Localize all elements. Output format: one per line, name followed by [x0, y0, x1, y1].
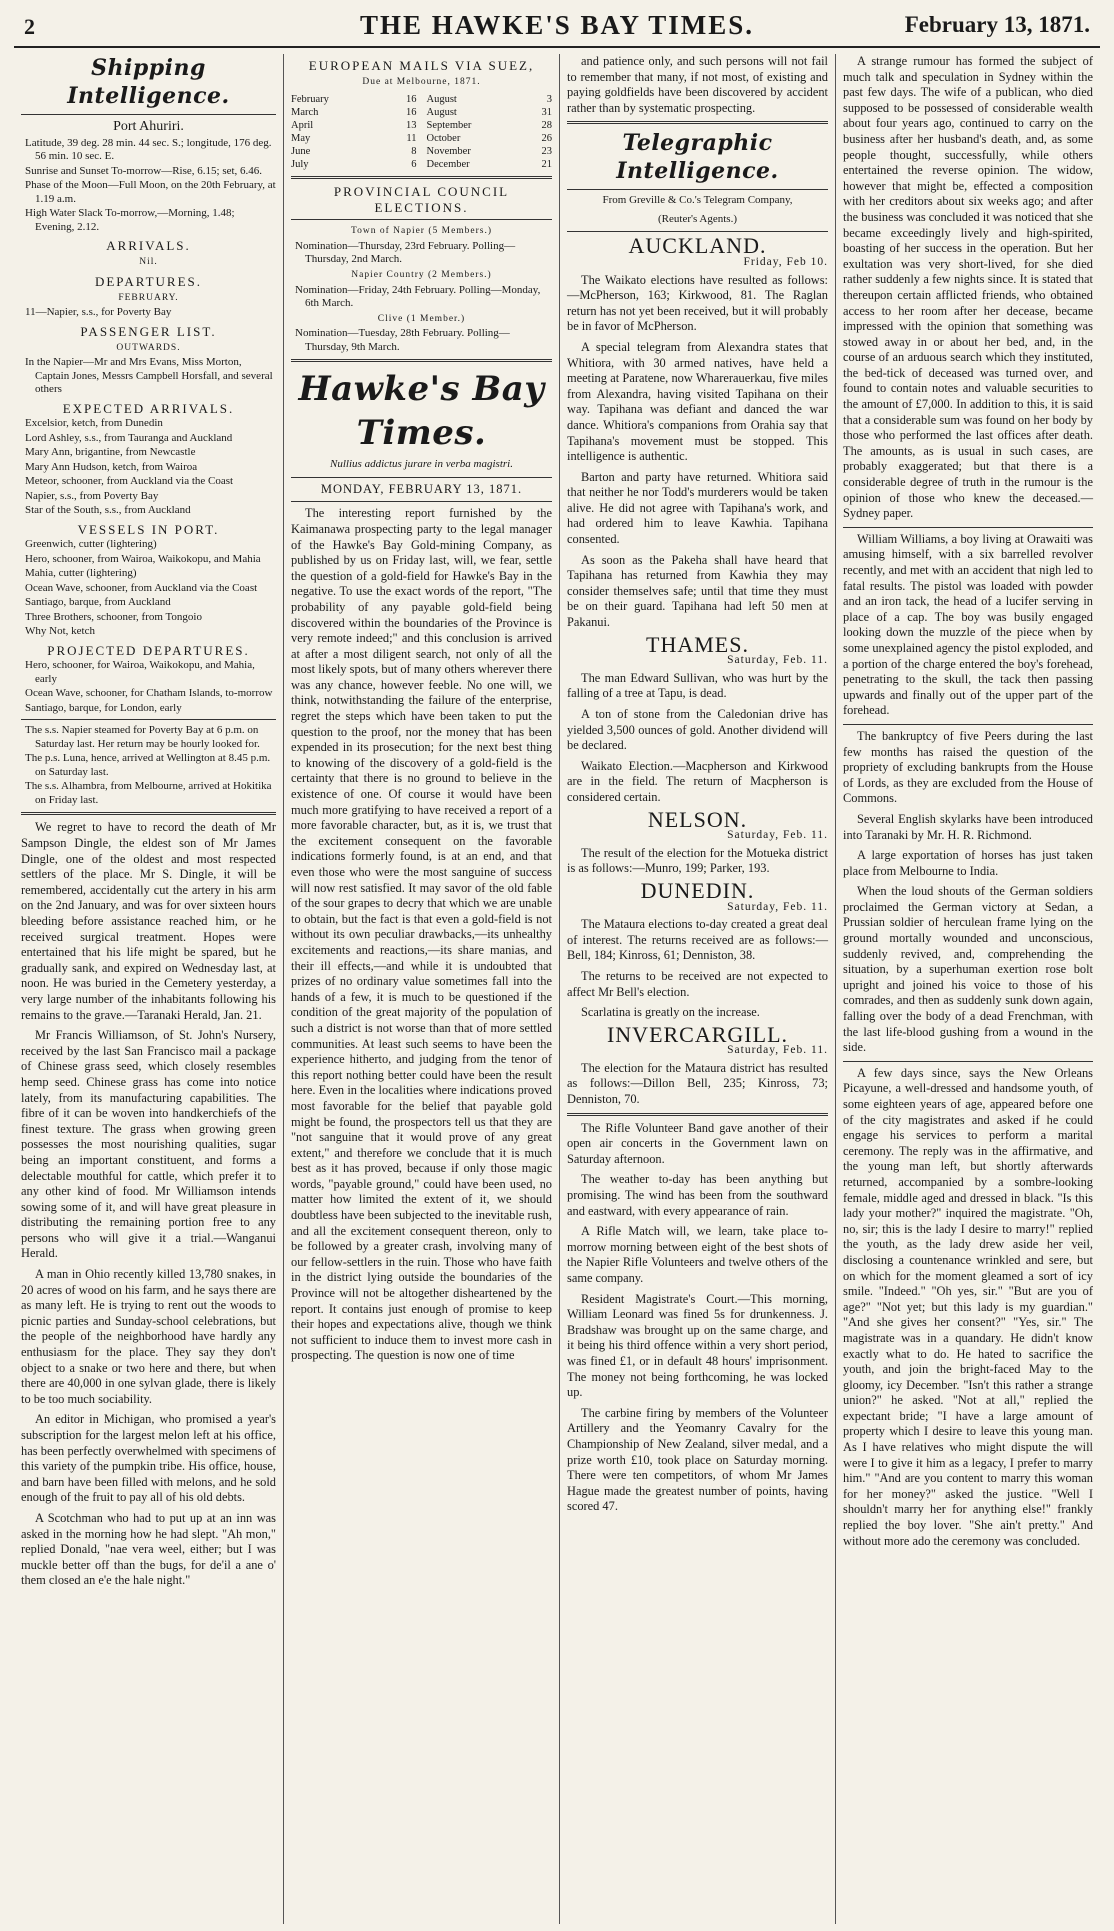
city-heading-dunedin: DUNEDIN.	[640, 877, 755, 903]
mail-day: 13	[406, 120, 417, 132]
telegram-paragraph: The Waikato elections have resulted as follows:—McPherson, 163; Kirkwood, 81. The Raglan return has not yet been received, but it will probably be in favor of McPherson.	[567, 272, 828, 334]
mail-day: 8	[411, 146, 417, 158]
mail-month: February	[291, 94, 329, 106]
vessel-item: Three Brothers, schooner, from Tongoio	[25, 610, 202, 623]
divider	[291, 477, 552, 478]
article-paragraph: An editor in Michigan, who promised a year's subscription for the largest melon left at his office, has been perfectly overwhelmed with specimens of this variety of the pumpkin tribe. His office, house, and barn have been filled with melons, and he sold enough of the fruit to pay all of his old debts.	[21, 1412, 276, 1505]
divider	[21, 719, 276, 720]
port-name: Port Ahuriri.	[113, 119, 184, 134]
expected-item: Meteor, schooner, from Auckland via the Coast	[25, 475, 234, 488]
local-paragraph: A Rifle Match will, we learn, take place to-morrow morning between eight of the best shots of the Napier Rifle Volunteers and twelve others of the same company.	[567, 1224, 828, 1285]
mail-day: 16	[406, 107, 417, 119]
expected-item: Napier, s.s., from Poverty Bay	[25, 489, 159, 502]
telegram-paragraph: Waikato Election.—Macpherson and Kirkwood are in the field. The return of Macpherson is considered certain.	[567, 758, 828, 804]
mail-day: 28	[541, 120, 552, 132]
city-heading-auckland: AUCKLAND.	[628, 233, 767, 259]
telegram-paragraph: As soon as the Pakeha shall have heard that Tapihana has returned from Kawhia they may consider themselves safe; until that time they must be on their guard. Tapihana had left 50 men at Pakanui.	[567, 552, 828, 630]
divider	[843, 724, 1093, 725]
divider	[567, 231, 828, 232]
expected-item: Excelsior, ketch, from Dunedin	[25, 417, 163, 430]
divider	[291, 219, 552, 220]
mails-heading: EUROPEAN MAILS VIA SUEZ,	[308, 58, 535, 73]
mail-row	[291, 93, 417, 106]
expected-item: Mary Ann, brigantine, from Newcastle	[25, 446, 196, 459]
election-dates: Nomination—Thursday, 23rd February. Polling—Thursday, 2nd March.	[295, 239, 516, 266]
city-heading-invercargill: INVERCARGILL.	[606, 1021, 789, 1047]
telegram-paragraph: The result of the election for the Motueka district is as follows:—Munro, 199; Parker, 193.	[567, 845, 828, 876]
election-dates: Nomination—Tuesday, 28th February. Polling—Thursday, 9th March.	[295, 327, 510, 353]
latitude: Latitude, 39 deg. 28 min. 44 sec. S.; longitude, 176 deg. 56 min. 10 sec. E.	[25, 136, 272, 163]
telegram-paragraph: The returns to be received are not expected to affect Mr Bell's election.	[567, 968, 828, 999]
article-paragraph: When the loud shouts of the German soldiers proclaimed the German victory at Sedan, a Prussian soldier of herculean frame lying on the ground mortally wounded and unconscious, suddenly revived, and, comprehending the situation, by a superhuman exertion rose bolt upright and joined his voice to those of his comrades, and then as suddenly sunk down again, falling over the body of a dead Frenchman, with the last life-blood gushing from a wound in the side.	[843, 884, 1093, 1055]
divider	[843, 527, 1093, 528]
article-paragraph: Several English skylarks have been introduced into Taranaki by Mr. H. R. Richmond.	[843, 811, 1093, 842]
telegram-paragraph: The Mataura elections to-day created a great deal of interest. The returns received are as follows:—Bell, 184; Kinross, 61; Denniston, 38.	[567, 917, 828, 963]
election-title: Clive (1 Member.)	[377, 313, 466, 324]
mail-row	[427, 158, 553, 171]
masthead	[14, 6, 1100, 48]
mails-left	[291, 93, 417, 171]
local-paragraph: The weather to-day has been anything but promising. The wind has been from the southward and eastward, with every appearance of rain.	[567, 1172, 828, 1218]
projected-item: Hero, schooner, for Wairoa, Waikokopu, and Mahia, early	[25, 659, 255, 685]
article-paragraph: We regret to have to record the death of Mr Sampson Dingle, the eldest son of Mr James Dingle, one of the oldest and most respected settlers of the place. Mr S. Dingle, it will be remembered, accidentally cut the artery in his arm on the 2nd January, and was for over sixteen hours bleeding before assistance reached him, or he received surgical treatment. Hopes were entertained that his life might be spared, but he gradually sank, and expired on Wednesday last, at noon. He was buried in the Cemetery yesterday, a very large number of the inhabitants following his remains to the grave.—Taranaki Herald, Jan. 21.	[21, 820, 276, 1022]
election-dates: Nomination—Friday, 24th February. Polling—Monday, 6th March.	[295, 283, 541, 310]
shipping-heading: Shipping Intelligence.	[67, 55, 230, 109]
divider	[291, 176, 552, 179]
election-title: Napier Country (2 Members.)	[351, 269, 492, 280]
mail-month: May	[291, 133, 311, 145]
city-date: Saturday, Feb. 11.	[727, 829, 828, 842]
telegram-paragraph: A special telegram from Alexandra states that Whitiora, with 30 armed natives, have held a meeting at Paratene, now Wharerauerkau, five miles from Alexandra, having visited Tapihana on their way. Tapihana was defiant and danced the war dance. Whitiora's companions from Orahia say that Tapihana's movement must be stopped. This intelligence is authentic.	[567, 339, 828, 464]
mail-row	[291, 158, 417, 171]
mail-day: 3	[546, 94, 552, 106]
divider	[291, 501, 552, 502]
divider	[843, 1061, 1093, 1062]
local-paragraph: The Rifle Volunteer Band gave another of their open air concerts in the Government lawn on Saturday afternoon.	[567, 1120, 828, 1166]
mail-row	[427, 145, 553, 158]
mail-month: April	[291, 120, 314, 132]
editorial-continued: and patience only, and such persons will not fail to remember that many, if not most, of existing and paying goldfields have been discovered by accident rather than by systematic prospecting.	[567, 54, 828, 115]
city-date: Friday, Feb 10.	[743, 255, 828, 268]
telegram-paragraph: Scarlatina is greatly on the increase.	[581, 1005, 760, 1020]
expected-item: Lord Ashley, s.s., from Tauranga and Auckland	[25, 431, 233, 444]
mail-month: March	[291, 107, 319, 119]
column-4	[836, 54, 1100, 1924]
mail-day: 31	[541, 107, 552, 119]
shipping-note: The s.s. Napier steamed for Poverty Bay at 6 p.m. on Saturday last. Her return may be hourly looked for.	[25, 724, 260, 750]
telegram-source: From Greville & Co.'s Telegram Company,	[602, 194, 793, 207]
election-title: Town of Napier (5 Members.)	[350, 226, 493, 237]
editorial-text: The interesting report furnished by the Kaimanawa prospecting party to the legal manager of the Hawke's Bay Gold-mining Company, as published by us on Friday last, will, we fear, settle the question of a gold-field for Hawke's Bay in the negative. To use the exact words of the report, "The probability of any payable gold-field being discovered within the boundaries of the Province is very remote indeed;" and this conclusion is arrived at after a most diligent search, not only of all the most likely spots, but of many others wherever there was any chance, however feeble. No one will, we think, notwithstanding the failure of the enterprise, regret the steps which have been taken to put the question to the proof, nor the money that has been expended in its prosecution; for the next best thing to knowing of the discovery of a gold-field is the certainty that there is no ground to believe in the existence of one. Of course it would have been much more gratifying to have received a report of a more favorable character, but, as it is, we trust that the excitement consequent on the favorable indications formerly found, is at an end, and that even those who were the most sanguine of success will now rest satisfied. It may savor of the old fable of the sour grapes to decry that which we are unable to obtain, but the fact is that even a gold-field is not without its own peculiar drawbacks,—its unhealthy excitements and reactions,—its share manias, and their ill effects,—and while it is undoubted that prizes of no ordinary value sometimes fall into the hands of a few, it is much to be questioned if the condition of the great majority of the population of such a district is not worse than that of more settled communities. At least such seems to have been the experience hitherto, and judging from the tenor of this report nothing better could have been the result here. Even in the localities where indications proved most favorable for the belief that payable gold might be found, the prospectors tell us that they are "not sanguine that it would prove of any great extent," and therefore we conclude that it is much best as it has proved, because if only those magic words, "payable ground," could have been used, no matter how limited the extent of it, we should doubtless have been subjected to the inevitable rush, and all the excitement consequent thereon, only to be followed by a greater crash, involving many of our fellow-settlers in the ruin. Those who have faith in the district lying outside the boundaries of the Province will not be altogether disheartened by the report. It contains just enough of promise to keep their hopes and expectations alive, though we think not sufficient to induce them to invest more cash in prospecting. The question is now one of time	[291, 506, 552, 1363]
editorial-dateline: MONDAY, FEBRUARY 13, 1871.	[320, 481, 523, 496]
divider	[567, 121, 828, 124]
mail-day: 16	[406, 94, 417, 106]
mail-month: August	[426, 94, 457, 106]
expected-heading: EXPECTED ARRIVALS.	[62, 400, 235, 416]
paper-nameplate: Hawke's Bay Times.	[298, 369, 545, 454]
column-1	[14, 54, 284, 1924]
divider	[567, 189, 828, 190]
telegram-paragraph: A ton of stone from the Caledonian drive has yielded 3,500 ounces of gold. Another dividend will be declared.	[567, 707, 828, 753]
article-paragraph: A strange rumour has formed the subject of much talk and speculation in Sydney within the past few days. The wife of a publican, who died supposed to be possessed of considerable wealth about four years ago, continued to carry on the business after her husband's death, and, as some people thought, successfully, while others entertained the reverse opinion. The widow, however that might be, effected a composition with her creditors about six weeks ago; and after the business was concluded it was noticed that she became exceedingly lively and high-spirited, boasting of her success in the operation. But her exultation was very short-lived, for she died rather suddenly a few nights since. It is stated that thereupon certain afflicted friends, who obtained access to her room after her decease, became impressed with the opinion that something was stowed away in or about her bed, and, in the course of an arduous search which they instituted, the bed-tick of deceased was turned over, and found to contain notes and valuable securities to the amount of £7,000. In addition to this, it is said that a considerable sum was found on her body by those who performed the last offices after death. The amounts, as is usual in such cases, are probably exaggerated; but that there is a considerable degree of truth in the rumour is the opinion of those who knew the deceased.—Sydney paper.	[843, 54, 1093, 521]
mail-day: 21	[541, 159, 552, 171]
city-heading-thames: THAMES.	[646, 631, 749, 657]
article-paragraph: The bankruptcy of five Peers during the last few months has raised the question of the propriety of excluding bankrupts from the House of Lords, as they are excluded from the House of Commons.	[843, 728, 1093, 806]
article-paragraph: William Williams, a boy living at Orawaiti was amusing himself, with a six barrelled revolver recently, and met with an accident that nigh led to fatal results. The pistol was loaded with powder and an iron tack, the head of a lucifer serving in place of a cap. The boy was busily engaged looking down the muzzle of the piece when by some unexplained agency the pistol exploded, and a portion of the charge entered the boy's forehead, penetrating to the skull, the tack then passing upwards and finally out of the upper part of the forehead.	[843, 531, 1093, 718]
vessel-item: Ocean Wave, schooner, from Auckland via the Coast	[25, 581, 258, 594]
mail-month: August	[426, 107, 457, 119]
telegram-paragraph: Barton and party have returned. Whitiora said that neither he nor Todd's murderers would be taken alive. He did not agree with Tapihana's work, and had ordered him to leave Kawhia. Tapihana consented.	[567, 469, 828, 547]
divider	[291, 359, 552, 362]
outwards-label: OUTWARDS.	[116, 342, 181, 353]
mail-month: October	[426, 133, 461, 145]
arrivals-heading: ARRIVALS.	[106, 238, 191, 254]
article-paragraph: Mr Francis Williamson, of St. John's Nursery, received by the last San Francisco mail a package of Chinese grass seed, which closely resembles hemp seed. Chinese grass has come into notice lately, from its manufacturing capabilities. The fibre of it can be woven into handkerchiefs of the finest texture. The grass when growing green possesses the most nourishing qualities, sugar being an important constituent, and forms a delectable mouthful for cattle, which prefer it to any other kind of food. Mr Williamson intends sowing some of it, and will have great pleasure in distributing the remaining portion free to any persons who will give it a trial.—Wanganui Herald.	[21, 1028, 276, 1261]
mail-row	[427, 106, 553, 119]
vessel-item: Why Not, ketch	[25, 625, 95, 638]
divider	[567, 1113, 828, 1116]
article-paragraph: A man in Ohio recently killed 13,780 snakes, in 20 acres of wood on his farm, and he says there are as many left. He is trying to rent out the woods to picnic parties and Sunday-school celebrations, but the people of the neighborhood have hardly any enthusiasm for the place. They say they don't object to a snake or two here and there, but when there are 40,000 in one sylvan glade, there is likely to be too much sociability.	[21, 1267, 276, 1406]
departure-item: 11—Napier, s.s., for Poverty Bay	[25, 306, 172, 319]
telegraphic-heading: Telegraphic Intelligence.	[616, 130, 779, 185]
vessel-item: Santiago, barque, from Auckland	[25, 596, 171, 609]
mail-day: 23	[541, 146, 552, 158]
mail-row	[291, 132, 417, 145]
mail-row	[427, 132, 553, 145]
city-date: Saturday, Feb. 11.	[727, 654, 828, 667]
mail-row	[427, 93, 553, 106]
passenger-list: In the Napier—Mr and Mrs Evans, Miss Morton, Captain Jones, Messrs Campbell Horsfall, and several others	[25, 356, 273, 396]
telegram-agents: (Reuter's Agents.)	[658, 212, 737, 225]
city-date: Saturday, Feb. 11.	[727, 1044, 828, 1057]
divider	[21, 114, 276, 115]
elections-heading: PROVINCIAL COUNCIL ELECTIONS.	[333, 184, 510, 215]
mail-month: July	[291, 159, 309, 171]
mail-month: December	[426, 159, 470, 171]
mails-table	[291, 93, 552, 171]
arrivals-nil: Nil.	[139, 256, 158, 267]
mails-right	[427, 93, 553, 171]
newspaper-title: THE HAWKE'S BAY TIMES.	[359, 10, 755, 40]
passenger-heading: PASSENGER LIST.	[80, 323, 217, 339]
local-paragraph: The carbine firing by members of the Volunteer Artillery and the Yeomanry Cavalry for the Championship of New Zealand, silver medal, and a prize worth £10, took place on Saturday morning. There were ten competitors, of whom Mr James Hague made the greatest number of points, having scored 47.	[567, 1405, 828, 1514]
telegram-paragraph: The election for the Mataura district has resulted as follows:—Dillon Bell, 235; Kinross, 73; Denniston, 70.	[567, 1060, 828, 1107]
mail-month: June	[291, 146, 311, 158]
departures-heading: DEPARTURES.	[94, 274, 203, 290]
projected-item: Santiago, barque, for London, early	[25, 701, 182, 714]
city-date: Saturday, Feb. 11.	[727, 900, 828, 913]
shipping-note: The p.s. Luna, hence, arrived at Wellington at 8.45 p.m. on Saturday last.	[25, 752, 271, 778]
article-paragraph: A few days since, says the New Orleans Picayune, a well-dressed and handsome youth, of some eighteen years of age, appeared before one of the city magistrates and asked if he could engage his services to perform a marital ceremony. The reply was in the affirmative, and the young man left, but shortly afterwards returned, accompanied by a sombre-looking female, middle aged and dressed in black. "Is this lady your mother?" inquired the magistrate. "Oh, no, sir; this is the lady I desire to marry!" replied the youth, as the lady drew aside her veil, disclosing a countenance wrinkled and sere, but on which for the moment gleamed a sort of icy smile. "Indeed." "Oh yes, sir." "But are you of age?" "Not yet; but this lady is my guardian." "And she gives her consent?" "Yes, sir." The magistrate was in a quandary. He didn't know exactly what to do. He hated to sacrifice the youth, and join the bright-faced May to the gloomy, icy December. "Isn't this rather a strange union?" he asked. "Not at all," replied the expectant bride; "I have a large amount of property which I desire to leave this young man. As I have relatives who might dispute the will were I to give it him as a legacy, I prefer to marry him." "And are you content to marry this woman for her money?" asked the justice. "Well I shouldn't marry her for anything else!" frankly replied the boy lover. "She ain't pretty." And without more ado the ceremony was concluded.	[843, 1065, 1093, 1548]
vessel-item: Greenwich, cutter (lightering)	[25, 538, 157, 551]
issue-date: February 13, 1871.	[904, 12, 1090, 37]
shipping-note: The s.s. Alhambra, from Melbourne, arrived at Hokitika on Friday last.	[25, 780, 272, 806]
columns	[14, 54, 1100, 1924]
high-water: High Water Slack To-morrow,—Morning, 1.48; Evening, 2.12.	[25, 207, 235, 233]
article-paragraph: A Scotchman who had to put up at an inn was asked in the morning how he had slept. "Ah mon," replied Donald, "nae vera weel, either; but I was muckle better off than the bugs, for de'il a ane o' them closed an e'e the hale night."	[21, 1510, 276, 1588]
sunrise: Sunrise and Sunset To-morrow—Rise, 6.15; set, 6.46.	[25, 164, 263, 177]
column-3	[560, 54, 836, 1924]
projected-item: Ocean Wave, schooner, for Chatham Islands, to-morrow	[25, 687, 273, 700]
expected-item: Mary Ann Hudson, ketch, from Wairoa	[25, 460, 198, 473]
mails-subheading: Due at Melbourne, 1871.	[362, 76, 481, 87]
mail-day: 6	[411, 159, 417, 171]
mail-row	[427, 119, 553, 132]
city-heading-nelson: NELSON.	[647, 806, 748, 832]
expected-item: Star of the South, s.s., from Auckland	[25, 504, 191, 517]
mail-row	[291, 145, 417, 158]
vessel-item: Hero, schooner, from Wairoa, Waikokopu, and Mahia	[25, 552, 261, 565]
mail-day: 11	[406, 133, 417, 145]
telegram-paragraph: The man Edward Sullivan, who was hurt by the falling of a tree at Tapu, is dead.	[567, 670, 828, 701]
mail-day: 26	[541, 133, 552, 145]
column-2	[284, 54, 560, 1924]
paper-motto: Nullius addictus jurare in verba magistri.	[330, 458, 513, 471]
divider	[21, 812, 276, 815]
mail-row	[291, 106, 417, 119]
vessel-item: Mahia, cutter (lightering)	[25, 567, 137, 580]
article-paragraph: A large exportation of horses has just taken place from Melbourne to India.	[843, 848, 1093, 878]
projected-heading: PROJECTED DEPARTURES.	[47, 642, 250, 658]
mail-month: November	[426, 146, 471, 158]
page-number: 2	[24, 14, 35, 39]
moon-phase: Phase of the Moon—Full Moon, on the 20th February, at 1.19 a.m.	[25, 179, 276, 205]
mail-month: September	[426, 120, 472, 132]
mail-row	[291, 119, 417, 132]
vessels-heading: VESSELS IN PORT.	[77, 521, 220, 537]
departures-month: FEBRUARY.	[118, 292, 179, 303]
local-paragraph: Resident Magistrate's Court.—This morning, William Leonard was fined 5s for drunkenness. J. Bradshaw was brought up on the same charge, and it being his third offence within a very short period, was fined £1, or in default 48 hours' imprisonment. The money not being forthcoming, he was locked up.	[567, 1291, 828, 1400]
